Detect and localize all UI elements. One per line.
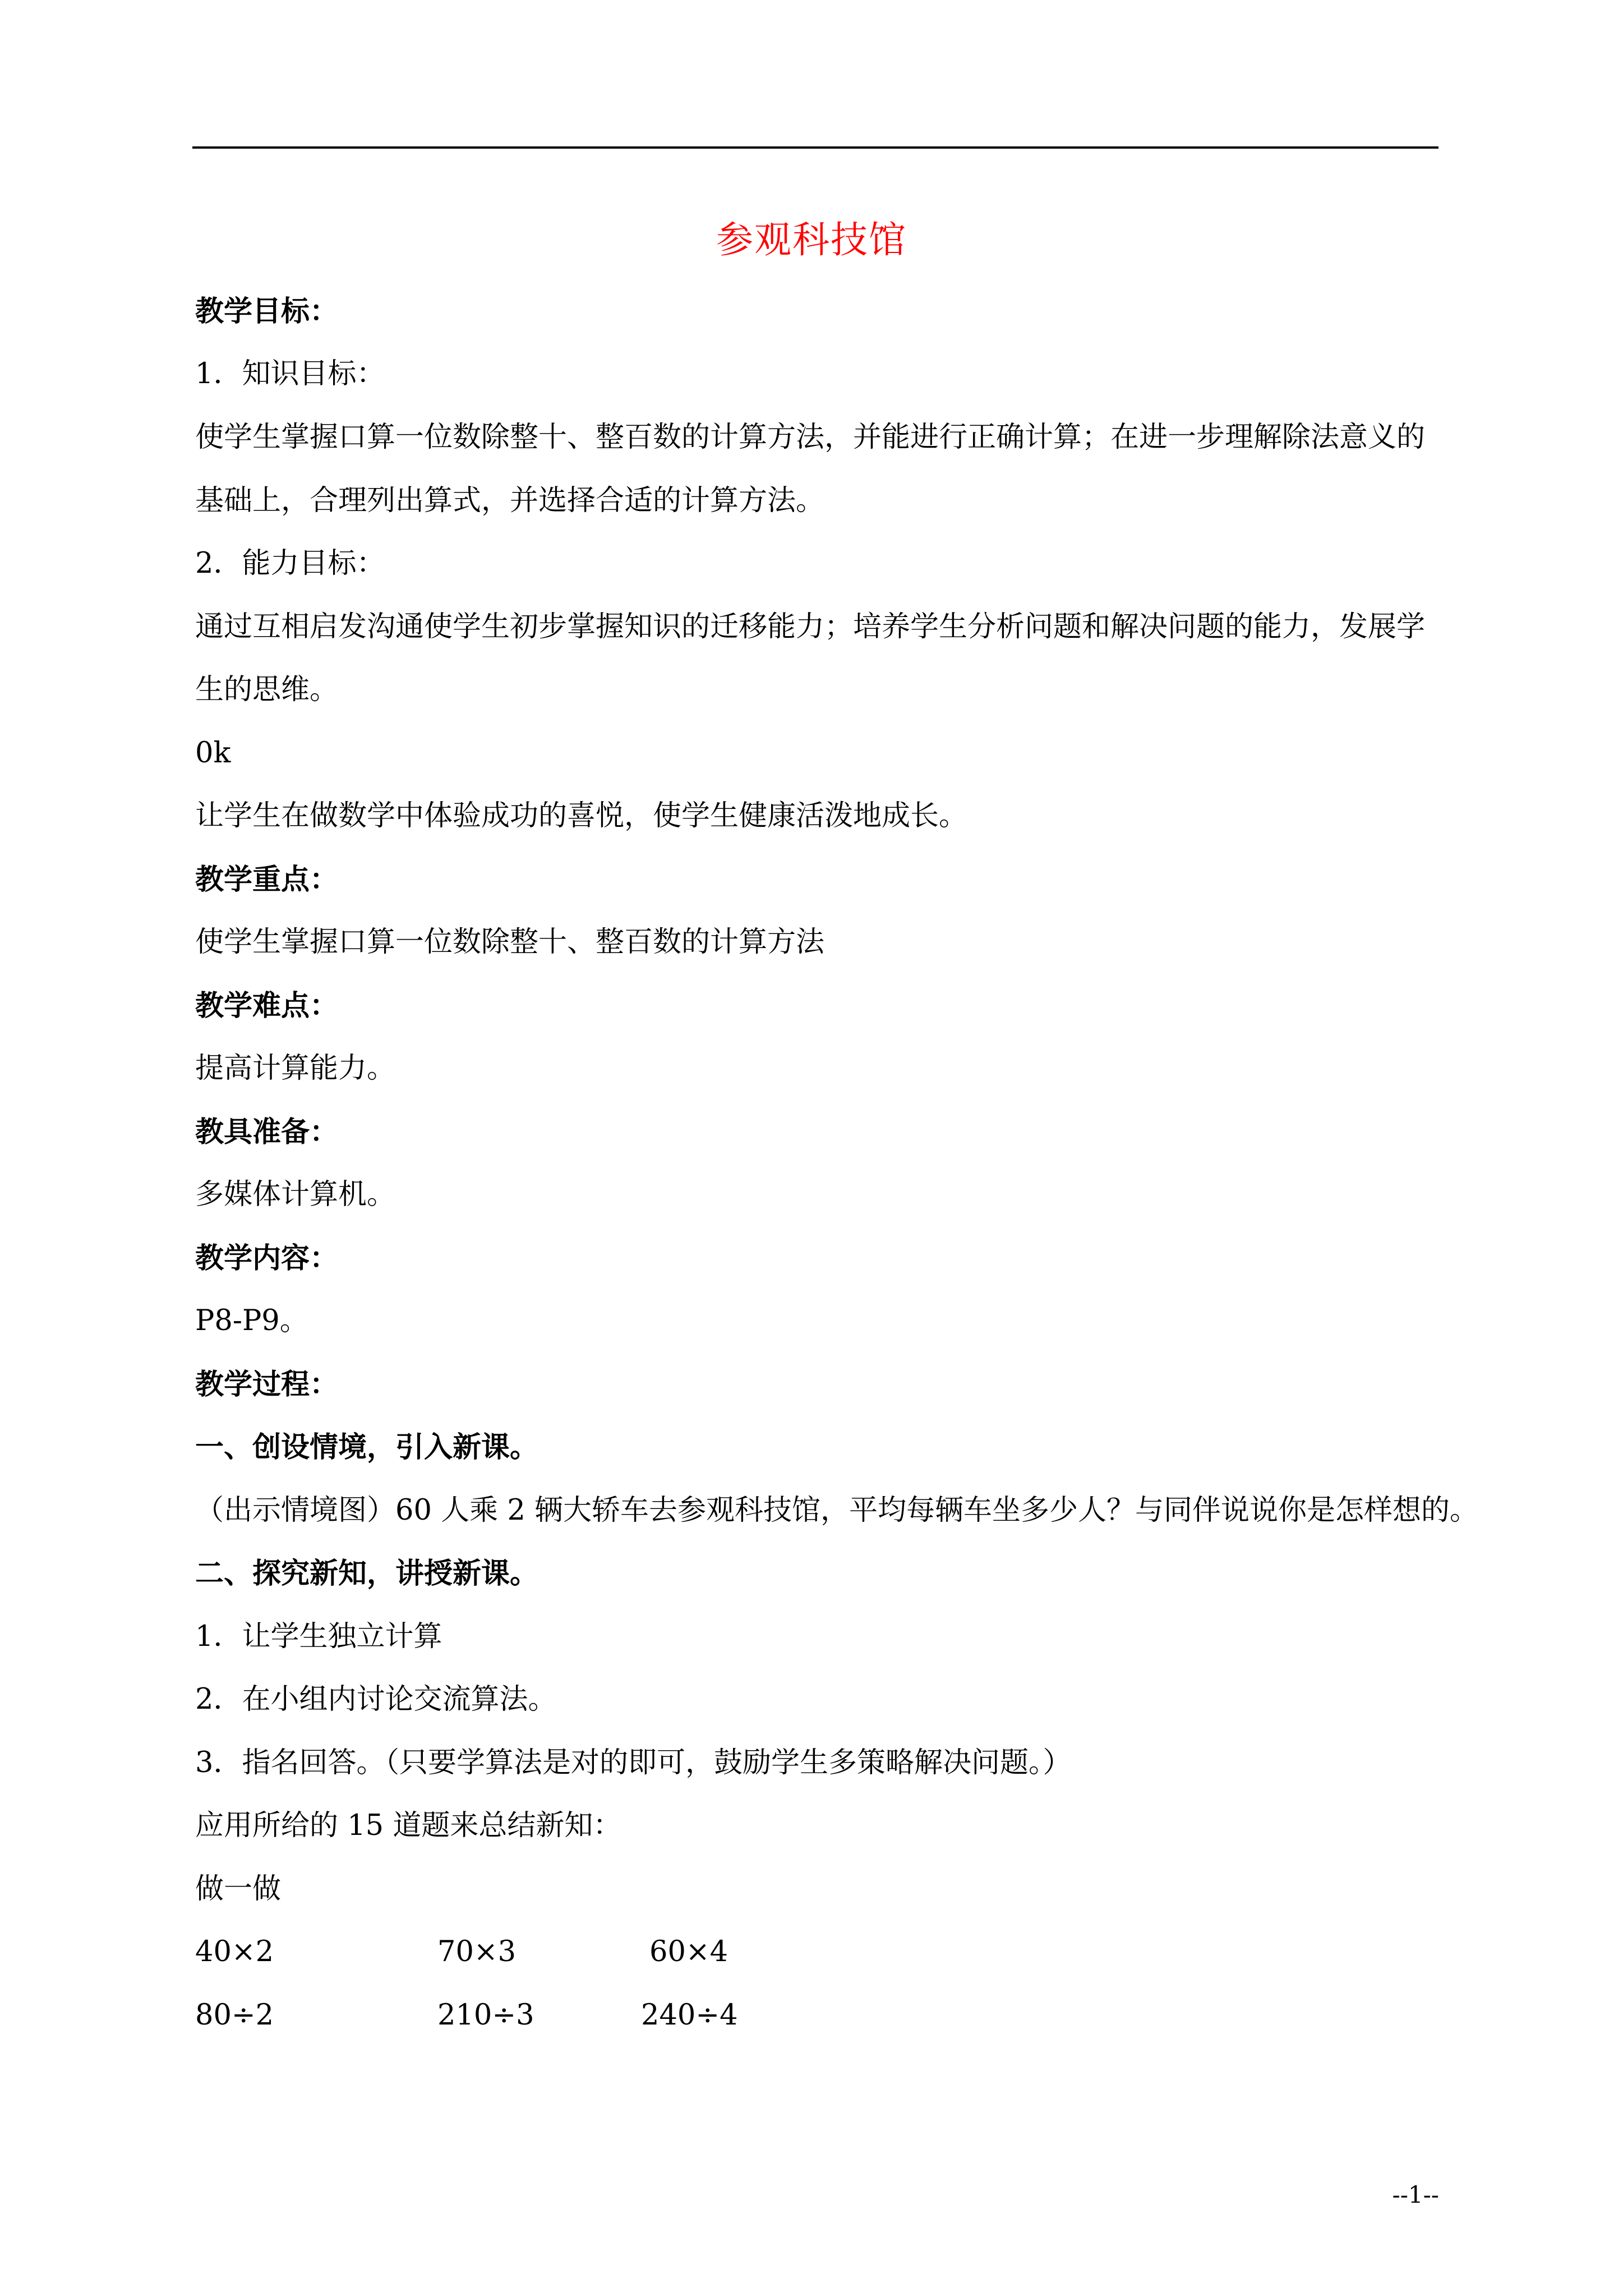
text-line: 2．能力目标： — [195, 547, 385, 580]
page-number: --1-- — [1392, 2181, 1439, 2208]
text-line: 通过互相启发沟通使学生初步掌握知识的迁移能力；培养学生分析问题和解决问题的能力，发展学 — [195, 610, 1426, 643]
text-line: 1．知识目标： — [195, 357, 385, 390]
exercise-item: 60×4 — [649, 1935, 728, 1968]
text-line: 2．在小组内讨论交流算法。 — [195, 1683, 557, 1716]
section-heading: 教学过程： — [195, 1368, 339, 1401]
exercise-item: 40×2 — [195, 1935, 274, 1968]
section-heading: 教具准备： — [195, 1115, 339, 1149]
text-line: 应用所给的 15 道题来总结新知： — [195, 1809, 622, 1842]
text-line: （出示情境图）60 人乘 2 辆大轿车去参观科技馆，平均每辆车坐多少人？与同伴说说你是怎样想的。 — [195, 1494, 1478, 1527]
text-line: 基础上，合理列出算式，并选择合适的计算方法。 — [195, 484, 825, 517]
section-heading: 教学内容： — [195, 1241, 339, 1275]
document-title: 参观科技馆 — [716, 218, 907, 261]
exercise-item: 80÷2 — [195, 1999, 274, 2032]
exercise-item: 210÷3 — [437, 1999, 534, 2032]
section-heading: 教学目标： — [195, 295, 339, 328]
section-heading: 一、创设情境，引入新课。 — [195, 1430, 539, 1464]
exercise-item: 240÷4 — [641, 1999, 738, 2032]
text-line: 使学生掌握口算一位数除整十、整百数的计算方法，并能进行正确计算；在进一步理解除法意义的 — [195, 421, 1426, 454]
text-line: P8-P9。 — [195, 1304, 308, 1337]
exercise-item: 70×3 — [437, 1935, 517, 1968]
text-line: 让学生在做数学中体验成功的喜悦，使学生健康活泼地成长。 — [195, 799, 968, 832]
text-line: 3．指名回答。（只要学算法是对的即可，鼓励学生多策略解决问题。） — [195, 1746, 1072, 1779]
text-line: 生的思维。 — [195, 673, 339, 706]
text-line: 1．让学生独立计算 — [195, 1620, 442, 1653]
text-line: 多媒体计算机。 — [195, 1178, 396, 1211]
section-heading: 二、探究新知，讲授新课。 — [195, 1557, 539, 1590]
text-line: 0k — [195, 737, 231, 770]
text-line: 提高计算能力。 — [195, 1052, 396, 1085]
section-heading: 教学重点： — [195, 863, 339, 896]
text-line: 做一做 — [195, 1872, 282, 1906]
text-line: 使学生掌握口算一位数除整十、整百数的计算方法 — [195, 926, 825, 959]
header-rule — [192, 146, 1438, 149]
section-heading: 教学难点： — [195, 989, 339, 1023]
